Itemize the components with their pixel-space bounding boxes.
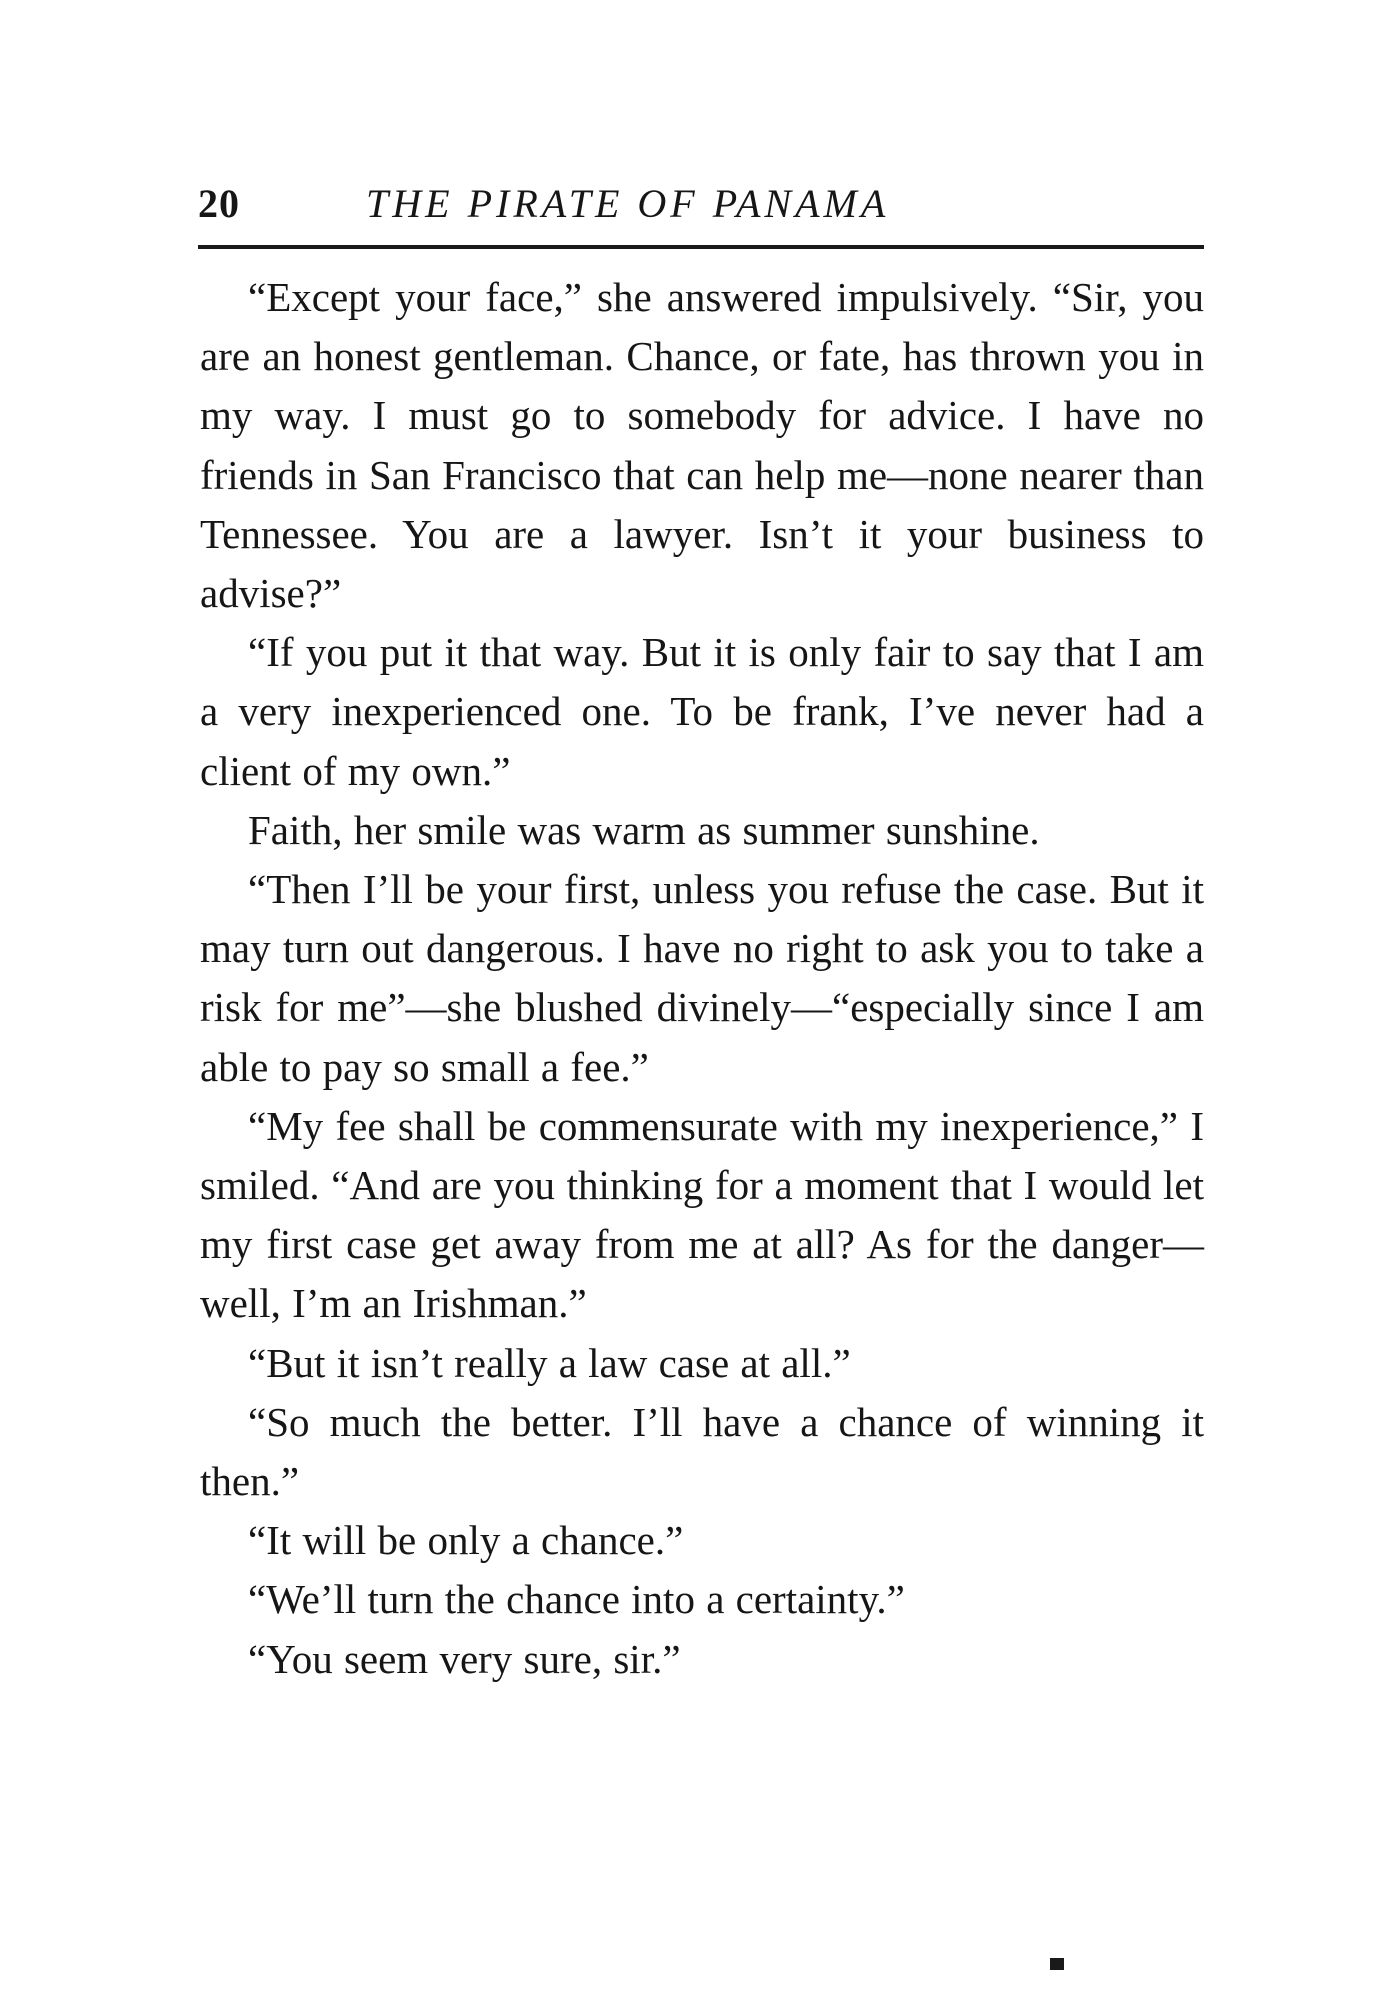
page-header <box>198 180 1204 240</box>
running-title: THE PIRATE OF PANAMA <box>366 181 890 226</box>
paragraph: “But it isn’t really a law case at all.” <box>248 1339 851 1386</box>
paragraph: “You seem very sure, sir.” <box>248 1635 681 1682</box>
body-text <box>200 268 1204 1689</box>
page-number: 20 <box>198 181 240 226</box>
paragraph: “So much the better. I’ll have a chance of winning it then.” <box>200 1398 1204 1505</box>
header-rule <box>198 245 1204 249</box>
paragraph: “We’ll turn the chance into a certainty.” <box>248 1576 905 1623</box>
paragraph: “Except your face,” she answered impulsively. “Sir, you are an honest gentleman. Chance, or fate, has thrown you in my way. I must go to somebody for advice. I have no friends in San Francisco that can help me—none nearer than Tennessee. You are a lawyer. Isn’t it your business to advise?” <box>200 274 1204 617</box>
paragraph: Faith, her smile was warm as summer sunshine. <box>248 806 1040 853</box>
paragraph: “If you put it that way. But it is only fair to say that I am a very inexperienced one. To be frank, I’ve never had a client of my own.” <box>200 629 1204 794</box>
paragraph: “Then I’ll be your first, unless you refuse the case. But it may turn out dangerous. I have no right to ask you to take a risk for me”—she blushed divinely—“especially since I am able to pay so small a fee.” <box>200 866 1204 1090</box>
printer-mark <box>1050 1958 1064 1970</box>
paragraph: “My fee shall be commensurate with my inexperience,” I smiled. “And are you thinking for a moment that I would let my first case get away from me at all? As for the danger—well, I’m an Irishman.” <box>200 1102 1204 1327</box>
paragraph: “It will be only a chance.” <box>248 1517 684 1564</box>
